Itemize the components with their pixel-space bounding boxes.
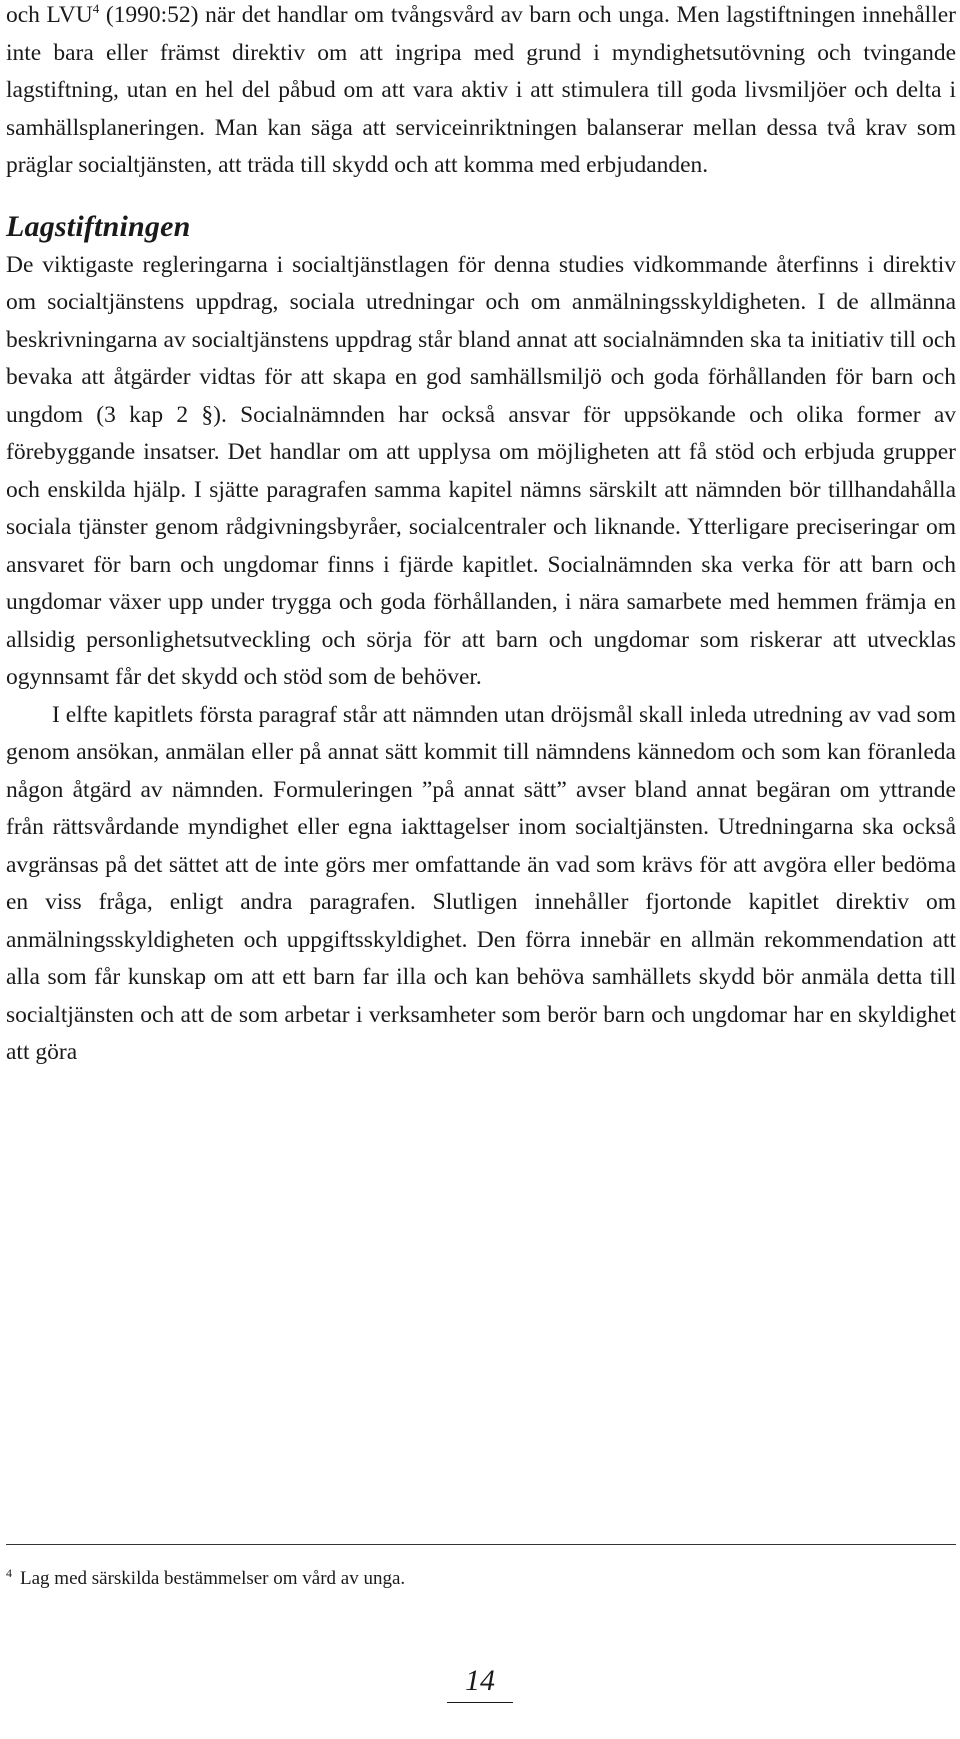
document-page: [6, 0, 956, 1072]
footnote: [6, 1566, 405, 1592]
body-paragraph-2: I elfte kapitlets första paragraf står att nämnden utan dröjsmål skall inleda utredning av vad som genom ansökan, anmälan eller på annat sätt kommit till nämndens kännedom och som kan föranleda någon åtgärd av nämnden. Formuleringen ”på annat sätt” avser bland annat begäran om yttrande från rättsvårdande myndighet eller egna iakttagelser inom socialtjänsten. Utredningarna ska också avgränsas på det sättet att de inte görs mer omfattande än vad som krävs för att avgöra eller bedöma en viss fråga, enligt andra paragrafen. Slutligen innehåller fjortonde kapitlet direktiv om anmälningsskyldigheten och uppgiftsskyldighet. Den förra innebär en allmän rekommendation att alla som får kunskap om att ett barn far illa och kan behöva samhällets skydd bör anmäla detta till socialtjänsten och att de som arbetar i verksamheter som berör barn och ungdomar har en skyldighet att göra: [6, 701, 956, 1065]
intro-paragraph: [6, 0, 956, 185]
page-number: [0, 1662, 960, 1703]
footnote-text: Lag med särskilda bestämmelser om vård av unga.: [20, 1568, 406, 1589]
page-number-label: 14: [447, 1662, 513, 1703]
footnote-divider: [6, 1544, 956, 1545]
intro-text-start: och LVU: [6, 2, 93, 28]
intro-text-rest: (1990:52) när det handlar om tvångsvård av barn och unga. Men lagstiftningen innehåller inte bara eller främst direktiv om att ingripa med grund i myndighetsutövning och tvingande lagstiftning, utan en hel del påbud om att vara aktiv i att stimulera till goda livsmiljöer och delta i samhällsplaneringen. Man kan säga att serviceinriktningen balanserar mellan dessa två krav som präglar socialtjänsten, att träda till skydd och att komma med erbjudanden.: [6, 2, 956, 178]
footnote-reference[interactable]: 4: [92, 1, 100, 17]
footnote-mark: 4: [6, 1565, 12, 1580]
section-heading: Lagstiftningen: [6, 209, 191, 243]
body-paragraph-1: De viktigaste regleringarna i socialtjänstlagen för denna studies vidkommande återfinns i direktiv om socialtjänstens uppdrag, sociala utredningar och om anmälningsskyldigheten. I de allmänna beskrivningarna av socialtjänstens uppdrag står bland annat att socialnämnden ska ta initiativ till och bevaka att åtgärder vidtas för att skapa en god samhällsmiljö och goda förhållanden för barn och ungdom (3 kap 2 §). Socialnämnden har också ansvar för uppsökande och olika former av förebyggande insatser. Det handlar om att upplysa om möjligheten att få stöd och erbjuda grupper och enskilda hjälp. I sjätte paragrafen samma kapitel nämns särskilt att nämnden bör tillhandahålla sociala tjänster genom rådgivningsbyråer, socialcentraler och liknande. Ytterligare preciseringar om ansvaret för barn och ungdomar finns i fjärde kapitlet. Socialnämnden ska verka för att barn och ungdomar växer upp under trygga och goda förhållanden, i nära samarbete med hemmen främja en allsidig personlighetsutveckling och sörja för att barn och ungdomar som riskerar att utvecklas ogynnsamt får det skydd och stöd som de behöver.: [6, 251, 956, 690]
